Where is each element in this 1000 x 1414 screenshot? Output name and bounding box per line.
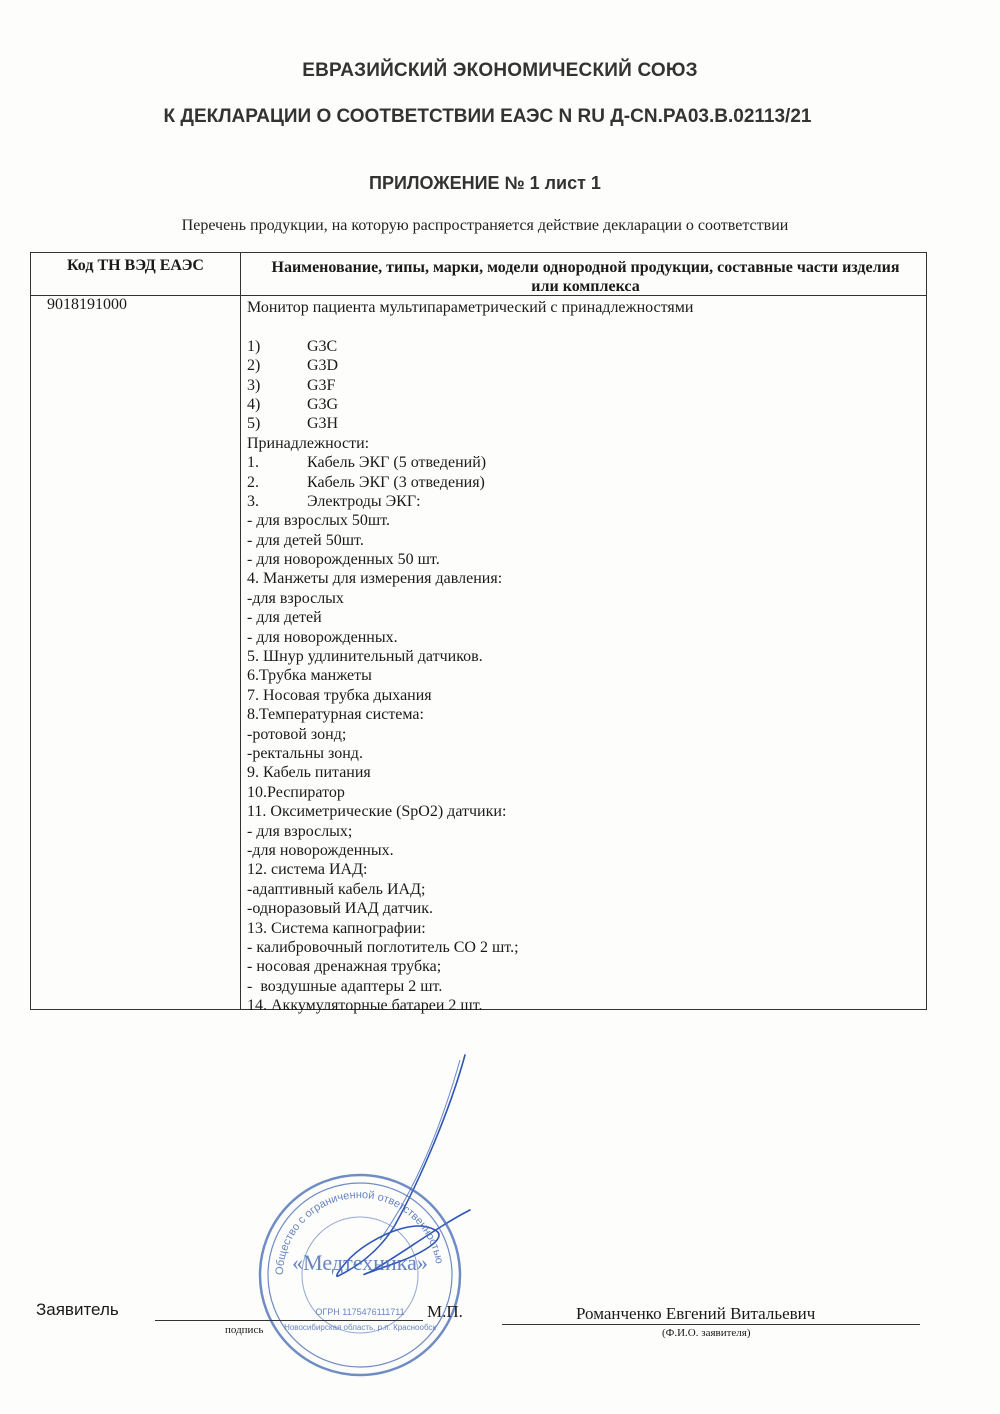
applicant-label: Заявитель xyxy=(36,1300,119,1319)
stamp-ogrn: ОГРН 1175476111711 xyxy=(315,1307,405,1317)
accessory-line: 10.Респиратор xyxy=(247,783,345,801)
seal-label: М.П. xyxy=(427,1302,463,1321)
models-list xyxy=(247,337,917,434)
model-name: G3G xyxy=(307,395,339,413)
appendix-title: ПРИЛОЖЕНИЕ № 1 лист 1 xyxy=(369,173,601,193)
accessory-line: -для взрослых xyxy=(247,589,344,607)
accessory-item xyxy=(247,473,917,492)
accessory-line: - для взрослых; xyxy=(247,822,353,840)
accessory-line: - калибровочный поглотитель СО 2 шт.; xyxy=(247,938,519,956)
applicant-name: Романченко Евгений Витальевич xyxy=(576,1304,816,1323)
model-number: 3) xyxy=(247,376,261,394)
accessory-line: -одноразовый ИАД датчик. xyxy=(247,900,433,918)
model-number: 2) xyxy=(247,357,261,375)
accessory-line: - для новорожденных 50 шт. xyxy=(247,551,440,569)
declaration-title: К ДЕКЛАРАЦИИ О СООТВЕТСТВИИ ЕАЭС N RU Д-CN.PA03.B.02113/21 xyxy=(163,106,812,127)
accessory-line: 9. Кабель питания xyxy=(247,764,371,782)
accessory-line: - носовая дренажная трубка; xyxy=(247,958,442,976)
model-item xyxy=(247,337,917,356)
spacer xyxy=(247,317,917,336)
model-number: 1) xyxy=(247,337,261,355)
model-item xyxy=(247,414,917,433)
column-divider xyxy=(240,253,241,1009)
accessory-line: - воздушные адаптеры 2 шт. xyxy=(247,977,443,995)
accessory-number: 2. xyxy=(247,473,259,491)
accessory-line: 8.Температурная система: xyxy=(247,706,424,724)
accessory-line: 6.Трубка манжеты xyxy=(247,667,372,685)
company-stamp xyxy=(255,1170,465,1380)
accessory-line: -ротовой зонд; xyxy=(247,725,347,743)
accessories-lines xyxy=(247,511,917,1015)
accessory-line: - для новорожденных. xyxy=(247,628,398,646)
signature-caption: подпись xyxy=(225,1324,264,1336)
accessory-number: 3. xyxy=(247,492,259,510)
accessory-line: - для взрослых 50шт. xyxy=(247,512,391,530)
accessory-line: - для детей 50шт. xyxy=(247,531,364,549)
accessory-line: -адаптивный кабель ИАД; xyxy=(247,880,426,898)
product-description xyxy=(247,298,917,1015)
model-item xyxy=(247,376,917,395)
accessory-line: -для новорожденных. xyxy=(247,841,394,859)
accessory-name: Электроды ЭКГ: xyxy=(307,492,421,510)
accessory-line: 5. Шнур удлинительный датчиков. xyxy=(247,648,483,666)
model-item xyxy=(247,395,917,414)
intro-text: Перечень продукции, на которую распространяется действие декларации о соответствии xyxy=(181,217,789,234)
accessory-name: Кабель ЭКГ (5 отведений) xyxy=(307,454,487,472)
name-line xyxy=(502,1324,920,1325)
col-name-header xyxy=(243,258,928,296)
tn-ved-code: 9018191000 xyxy=(47,296,127,313)
product-table xyxy=(30,252,927,1015)
model-name: G3H xyxy=(307,415,339,433)
union-title: ЕВРАЗИЙСКИЙ ЭКОНОМИЧЕСКИЙ СОЮЗ xyxy=(302,60,698,81)
accessory-number: 1. xyxy=(247,454,259,472)
col-code-header: Код ТН ВЭД ЕАЭС xyxy=(67,257,204,274)
accessory-line: 7. Носовая трубка дыхания xyxy=(247,686,432,704)
stamp-ring-text: Общество с ограниченной ответственностью xyxy=(273,1188,446,1276)
name-caption: (Ф.И.О. заявителя) xyxy=(662,1327,751,1339)
accessory-name: Кабель ЭКГ (3 отведения) xyxy=(307,473,485,491)
accessory-item xyxy=(247,453,917,472)
accessory-line: -ректальны зонд. xyxy=(247,744,363,762)
signature-line xyxy=(155,1320,423,1321)
accessory-line: - для детей xyxy=(247,609,322,627)
accessory-line: 13. Система капнографии: xyxy=(247,919,426,937)
accessory-line: 11. Оксиметрические (SpO2) датчики: xyxy=(247,803,507,821)
model-item xyxy=(247,356,917,375)
stamp-center-text: «Медтехника» xyxy=(292,1250,428,1275)
accessories-title: Принадлежности: xyxy=(247,434,370,452)
model-name: G3F xyxy=(307,376,336,394)
product-title: Монитор пациента мультипараметрический с принадлежностями xyxy=(247,299,694,316)
model-number: 4) xyxy=(247,395,261,413)
model-name: G3C xyxy=(307,337,338,355)
col-name-header-line2: или комплекса xyxy=(531,278,640,295)
stamp-region: Новосибирская область, р.п. Краснообск xyxy=(284,1323,436,1332)
accessory-item xyxy=(247,492,917,511)
model-name: G3D xyxy=(307,357,339,375)
accessories-numbered-list xyxy=(247,453,917,511)
col-name-header-line1: Наименование, типы, марки, модели однородной продукции, составные части изделия xyxy=(271,259,900,276)
accessory-line: 12. система ИАД: xyxy=(247,861,368,879)
accessory-line: 4. Манжеты для измерения давления: xyxy=(247,570,503,588)
model-number: 5) xyxy=(247,415,261,433)
accessory-line: 14. Аккумуляторные батареи 2 шт. xyxy=(247,997,483,1015)
